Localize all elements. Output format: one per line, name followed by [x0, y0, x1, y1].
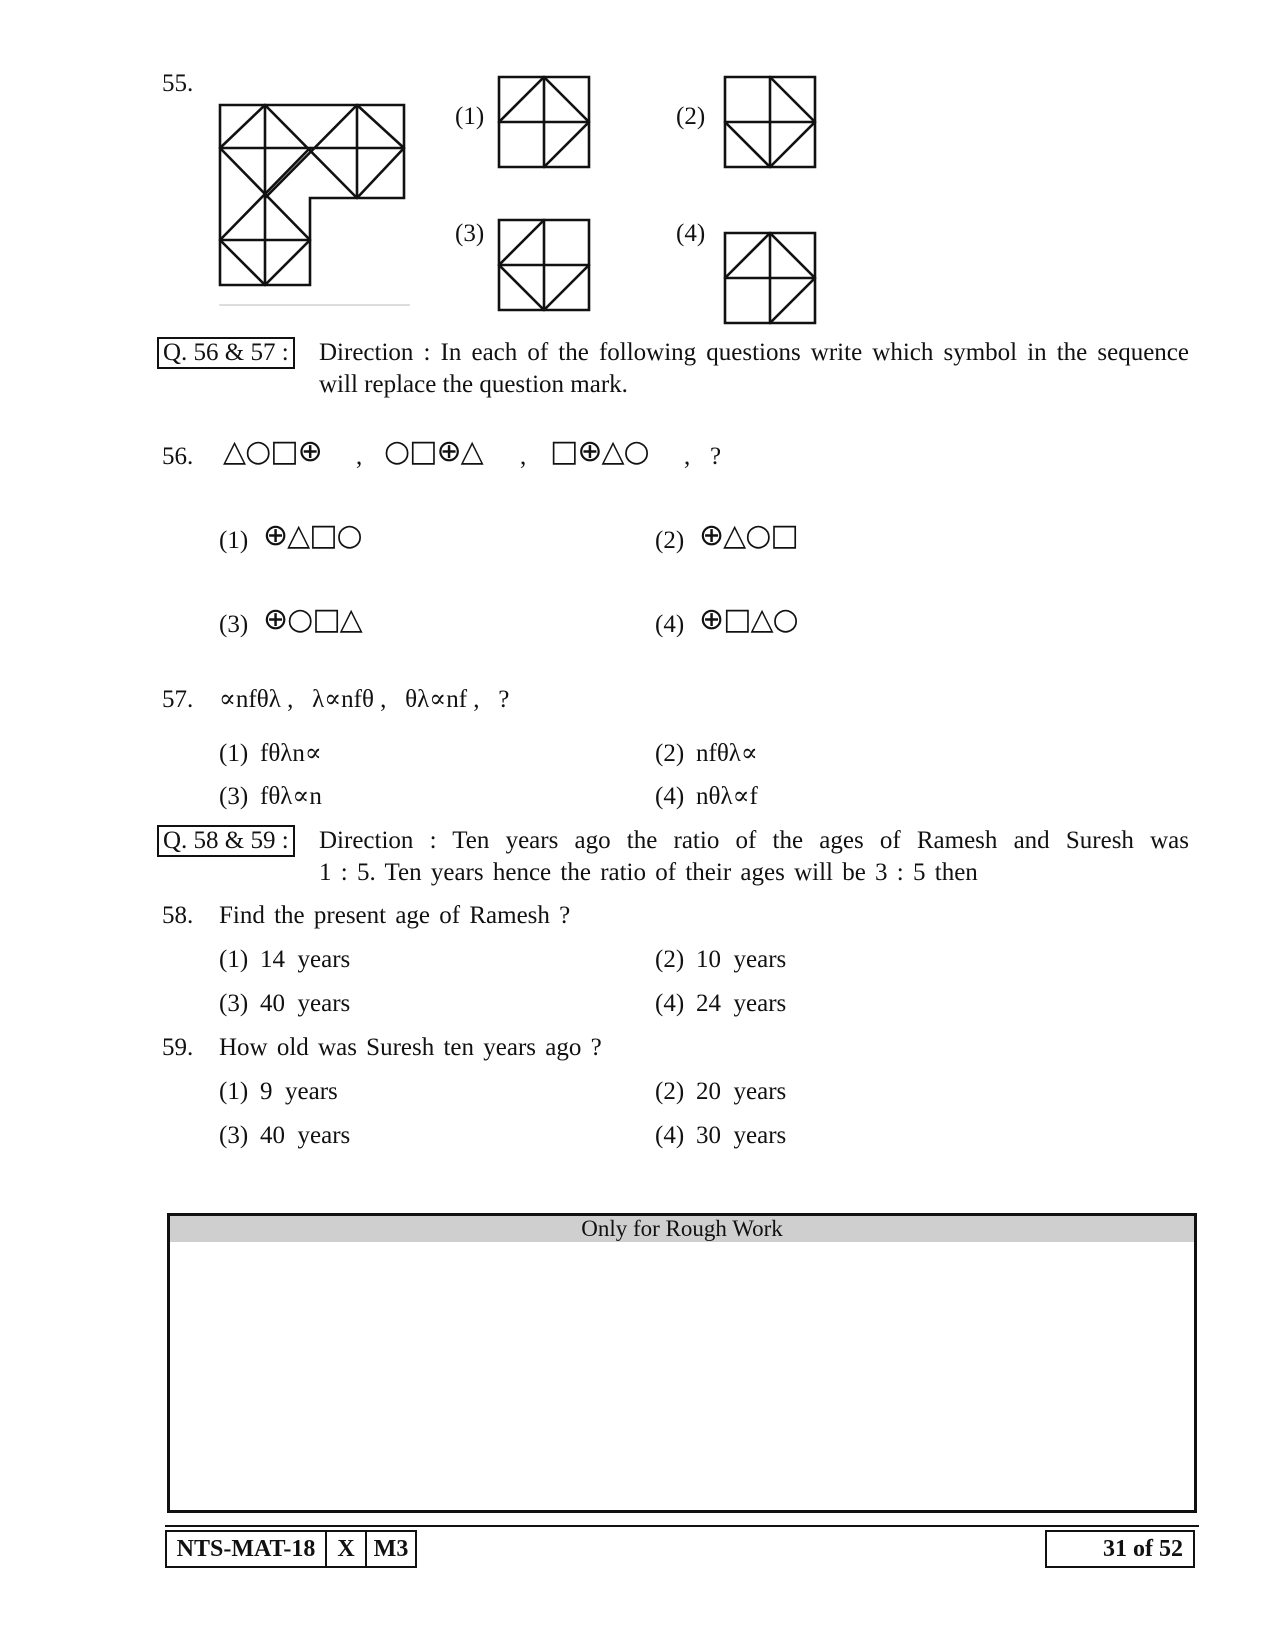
q58-option-1-text: 14 years — [260, 946, 351, 973]
q56-seq-3: □⊕△○ — [550, 434, 649, 469]
footer-exam-code: NTS-MAT-18 — [165, 1530, 327, 1568]
rough-work-box[interactable] — [167, 1213, 1197, 1513]
q58-option-4-text: 24 years — [696, 990, 787, 1017]
q56-seq-1: △○□⊕ — [223, 434, 322, 469]
q59-option-4-label[interactable]: (4) — [655, 1122, 685, 1149]
q56-seq-comma-1: , — [356, 443, 363, 470]
q55-option-1-label: (1) — [455, 103, 485, 130]
q55-option-3-label: (3) — [455, 220, 485, 247]
q56-option-4-label[interactable]: (4) — [655, 611, 685, 638]
q59-option-3-label[interactable]: (3) — [219, 1122, 249, 1149]
direction-56-57-line2: will replace the question mark. — [319, 371, 628, 398]
q58-question: Find the present age of Ramesh ? — [219, 902, 571, 929]
q56-option-2-label[interactable]: (2) — [655, 527, 685, 554]
q57-sequence: ∝nfθλ , λ∝nfθ , θλ∝nf , ? — [219, 686, 510, 713]
q59-option-4-text: 30 years — [696, 1122, 787, 1149]
q58-option-3-text: 40 years — [260, 990, 351, 1017]
q56-seq-comma-3: , — [684, 443, 691, 470]
q59-number: 59. — [162, 1034, 194, 1061]
q56-option-2-symbols: ⊕△○□ — [699, 518, 798, 553]
footer-subject: M3 — [365, 1530, 417, 1568]
q57-option-2-label[interactable]: (2) — [655, 740, 685, 767]
q57-option-3-label[interactable]: (3) — [219, 783, 249, 810]
direction-56-57-line1: Direction : In each of the following questions write which symbol in the sequence — [319, 339, 1189, 366]
q56-option-4-symbols: ⊕□△○ — [699, 602, 798, 637]
q57-option-1-label[interactable]: (1) — [219, 740, 249, 767]
direction-58-59-line2: 1 : 5. Ten years hence the ratio of their ages will be 3 : 5 then — [319, 859, 978, 886]
q55-question-figure — [215, 100, 410, 320]
q58-option-2-text: 10 years — [696, 946, 787, 973]
q59-option-2-label[interactable]: (2) — [655, 1078, 685, 1105]
q55-option-4-label: (4) — [676, 220, 706, 247]
q58-option-1-label[interactable]: (1) — [219, 946, 249, 973]
q57-option-2-text: nfθλ∝ — [696, 740, 758, 767]
q56-option-1-label[interactable]: (1) — [219, 527, 249, 554]
q57-option-4-text: nθλ∝f — [696, 783, 758, 810]
q55-option-2-label: (2) — [676, 103, 706, 130]
q55-option-4-figure[interactable] — [720, 228, 820, 328]
q57-option-3-text: fθλ∝n — [260, 783, 322, 810]
q59-question: How old was Suresh ten years ago ? — [219, 1034, 602, 1061]
q56-option-3-symbols: ⊕○□△ — [263, 602, 362, 637]
q59-option-1-text: 9 years — [260, 1078, 338, 1105]
q59-option-1-label[interactable]: (1) — [219, 1078, 249, 1105]
q58-number: 58. — [162, 902, 194, 929]
direction-58-59-tag: Q. 58 & 59 : — [157, 825, 295, 857]
rough-work-header: Only for Rough Work — [170, 1216, 1194, 1242]
q55-option-1-figure[interactable] — [494, 72, 594, 172]
direction-56-57-tag: Q. 56 & 57 : — [157, 337, 295, 369]
q57-number: 57. — [162, 686, 194, 713]
q59-option-2-text: 20 years — [696, 1078, 787, 1105]
footer-divider — [165, 1525, 1199, 1527]
q58-option-4-label[interactable]: (4) — [655, 990, 685, 1017]
q59-option-3-text: 40 years — [260, 1122, 351, 1149]
q55-number: 55. — [162, 70, 194, 97]
footer-class: X — [325, 1530, 367, 1568]
footer-page-number: 31 of 52 — [1045, 1530, 1195, 1568]
q56-option-1-symbols: ⊕△□○ — [263, 518, 362, 553]
q56-number: 56. — [162, 443, 194, 470]
q55-option-3-figure[interactable] — [494, 215, 594, 315]
direction-58-59-line1: Direction : Ten years ago the ratio of the ages of Ramesh and Suresh was — [319, 827, 1189, 854]
q58-option-3-label[interactable]: (3) — [219, 990, 249, 1017]
q56-seq-comma-2: , — [520, 443, 527, 470]
q58-option-2-label[interactable]: (2) — [655, 946, 685, 973]
q55-option-2-figure[interactable] — [720, 72, 820, 172]
q56-seq-2: ○□⊕△ — [384, 434, 483, 469]
q56-option-3-label[interactable]: (3) — [219, 611, 249, 638]
q57-option-4-label[interactable]: (4) — [655, 783, 685, 810]
q57-option-1-text: fθλn∝ — [260, 740, 322, 767]
q56-seq-question: ? — [710, 443, 722, 470]
